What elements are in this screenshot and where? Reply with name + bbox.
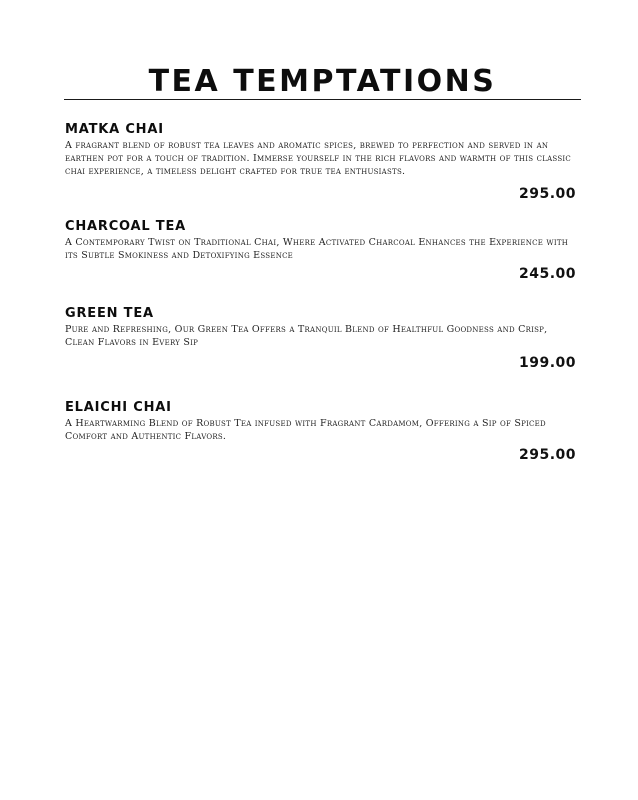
item-name: ELAICHI CHAI [65,400,172,415]
item-name: GREEN TEA [65,306,154,321]
item-name: CHARCOAL TEA [65,219,187,234]
item-description: A fragrant blend of robust tea leaves and aromatic spices, brewed to perfection and served in an earthen pot for a touch of tradition. Immerse yourself in the rich flavors and warmth of this classic chai experience, a timeless delight crafted for true tea enthusiasts. [65,140,572,177]
menu-item-green-tea [65,306,580,371]
item-description: Pure and Refreshing, Our Green Tea Offers a Tranquil Blend of Healthful Goodness and Crisp, Clean Flavors in Every Sip [65,324,548,348]
item-description: A Contemporary Twist on Traditional Chai, Where Activated Charcoal Enhances the Experience with its Subtle Smokiness and Detoxifying Essence [65,237,569,261]
item-name: MATKA CHAI [65,122,164,137]
item-price: 295.00 [518,447,576,463]
menu-item-matka-chai [65,122,580,202]
item-description: A Heartwarming Blend of Robust Tea infused with Fragrant Cardamom, Offering a Sip of Spiced Comfort and Authentic Flavors. [65,418,546,442]
item-price: 245.00 [518,266,576,282]
title-divider [64,99,581,100]
item-price: 295.00 [518,186,576,202]
menu-item-charcoal-tea [65,219,580,282]
page-title: TEA TEMPTATIONS [148,64,497,99]
item-price: 199.00 [518,355,576,371]
menu-item-elaichi-chai [65,400,580,463]
